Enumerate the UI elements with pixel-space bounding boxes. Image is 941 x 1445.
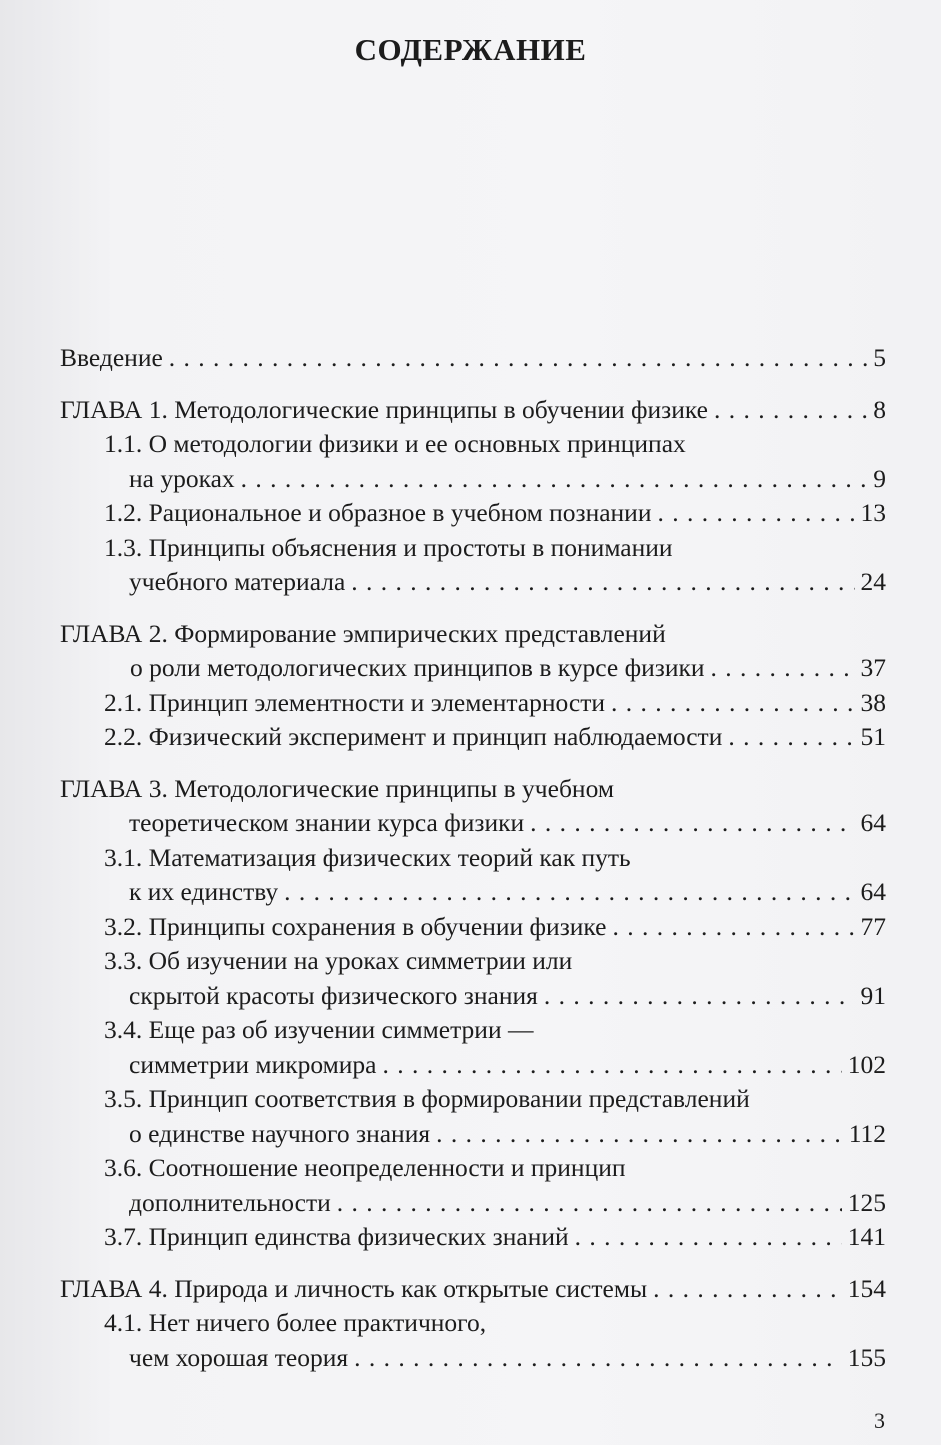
toc-page-number: 112 — [848, 1118, 886, 1148]
toc-entry-title: ГЛАВА 1. Методологические принципы в обучении физике — [60, 394, 708, 424]
toc-page-number: 141 — [847, 1222, 886, 1251]
toc-entry-title: 1.3. Принципы объяснения и простоты в понимании — [104, 532, 673, 562]
toc-entry-section-2-1 — [60, 686, 886, 721]
dot-leader — [544, 979, 855, 1014]
toc-entry-section-1-2 — [60, 496, 886, 531]
toc-entry-title: ГЛАВА 2. Формирование эмпирических представлений — [60, 618, 666, 648]
toc-entry-title-continued: чем хорошая теория — [129, 1342, 349, 1372]
toc-entry-chapter-4 — [60, 1272, 886, 1307]
page-number: 3 — [874, 1408, 885, 1433]
toc-entry-chapter-2 — [60, 617, 886, 686]
dot-leader — [657, 496, 854, 531]
toc-entry-title: 1.1. О методологии физики и ее основных принципах — [104, 429, 686, 458]
toc-entry-section-3-7 — [60, 1220, 886, 1255]
toc-entry-title-continued: о единстве научного знания — [129, 1118, 431, 1148]
dot-leader — [611, 686, 855, 721]
toc-entry-title: 3.5. Принцип соответствия в формировании представлений — [104, 1084, 750, 1113]
dot-leader — [653, 1272, 842, 1307]
toc-entry-chapter-3 — [60, 772, 886, 841]
dot-leader — [284, 875, 854, 910]
dot-leader — [382, 1048, 841, 1083]
dot-leader — [436, 1117, 843, 1152]
toc-entry-title-continued: симметрии микромира — [129, 1049, 377, 1079]
toc-entry-title-continued: скрытой красоты физического знания — [129, 980, 538, 1010]
dot-leader — [241, 462, 868, 497]
toc-entry-title-continued: на уроках — [129, 463, 235, 493]
toc-entry-section-4-1 — [60, 1306, 886, 1375]
toc-entry-title: 3.7. Принцип единства физических знаний — [104, 1222, 569, 1251]
toc-page-number: 51 — [860, 722, 886, 751]
toc-entry-section-3-1 — [60, 841, 886, 910]
toc-entry-section-3-4 — [60, 1013, 886, 1082]
toc-entry-section-3-2 — [60, 910, 886, 945]
toc-page-number: 77 — [860, 911, 886, 941]
toc-entry-title: Введение — [60, 343, 163, 372]
toc-page-number: 24 — [860, 567, 886, 596]
toc-entry-introduction — [60, 341, 886, 376]
toc-entry-chapter-1 — [60, 393, 886, 428]
toc-entry-title-continued: к их единству — [129, 877, 279, 906]
toc-entry-title: 3.6. Соотношение неопределенности и принцип — [104, 1153, 626, 1182]
toc-entry-title: 3.4. Еще раз об изучении симметрии — — [104, 1015, 534, 1044]
toc-entry-section-3-6 — [60, 1151, 886, 1220]
toc-entry-section-1-1 — [60, 427, 886, 496]
toc-page-number: 9 — [873, 463, 886, 493]
toc-entry-section-3-3 — [60, 944, 886, 1013]
toc-entry-title: ГЛАВА 3. Методологические принципы в учебном — [60, 773, 614, 803]
toc-page-number: 64 — [860, 877, 886, 906]
toc-page-number: 13 — [860, 498, 886, 527]
toc-entry-title: 3.2. Принципы сохранения в обучении физике — [104, 911, 607, 941]
table-of-contents — [60, 341, 886, 1375]
toc-page-number: 154 — [847, 1273, 886, 1303]
toc-entry-title-continued: о роли методологических принципов в курсе физики — [130, 653, 705, 682]
toc-page-number: 155 — [847, 1342, 886, 1372]
dot-leader — [575, 1220, 842, 1255]
toc-entry-title: 3.3. Об изучении на уроках симметрии или — [104, 946, 573, 975]
page-title: СОДЕРЖАНИЕ — [354, 32, 587, 67]
toc-entry-title: 4.1. Нет ничего более практичного, — [104, 1308, 487, 1337]
toc-entry-title: 2.2. Физический эксперимент и принцип наблюдаемости — [104, 722, 723, 751]
dot-leader — [711, 651, 855, 686]
toc-entry-title: 1.2. Рациональное и образное в учебном познании — [104, 498, 652, 527]
toc-entry-title: ГЛАВА 4. Природа и личность как открытые системы — [60, 1273, 648, 1303]
toc-entry-title-continued: учебного материала — [129, 567, 346, 596]
dot-leader — [714, 393, 867, 428]
toc-page-number: 125 — [847, 1187, 886, 1217]
toc-entry-title: 2.1. Принцип элементности и элементарности — [104, 687, 605, 717]
toc-entry-title-continued: дополнительности — [129, 1187, 331, 1217]
toc-page-number: 37 — [860, 653, 886, 682]
toc-page-number: 5 — [873, 343, 886, 372]
dot-leader — [612, 910, 854, 945]
dot-leader — [337, 1186, 842, 1221]
toc-page-number: 8 — [873, 394, 886, 424]
toc-page-number: 102 — [847, 1049, 886, 1079]
toc-entry-title-continued: теоретическом знании курса физики — [129, 808, 525, 837]
toc-page-number: 91 — [860, 980, 886, 1010]
dot-leader — [728, 720, 854, 755]
toc-page-number: 64 — [860, 808, 886, 837]
dot-leader — [351, 565, 854, 600]
toc-entry-title: 3.1. Математизация физических теорий как путь — [104, 842, 631, 872]
toc-entry-section-3-5 — [60, 1082, 886, 1151]
dot-leader — [354, 1341, 842, 1376]
dot-leader — [169, 341, 867, 376]
toc-entry-section-1-3 — [60, 531, 886, 600]
dot-leader — [530, 806, 854, 841]
toc-page-number: 38 — [860, 687, 886, 717]
toc-entry-section-2-2 — [60, 720, 886, 755]
